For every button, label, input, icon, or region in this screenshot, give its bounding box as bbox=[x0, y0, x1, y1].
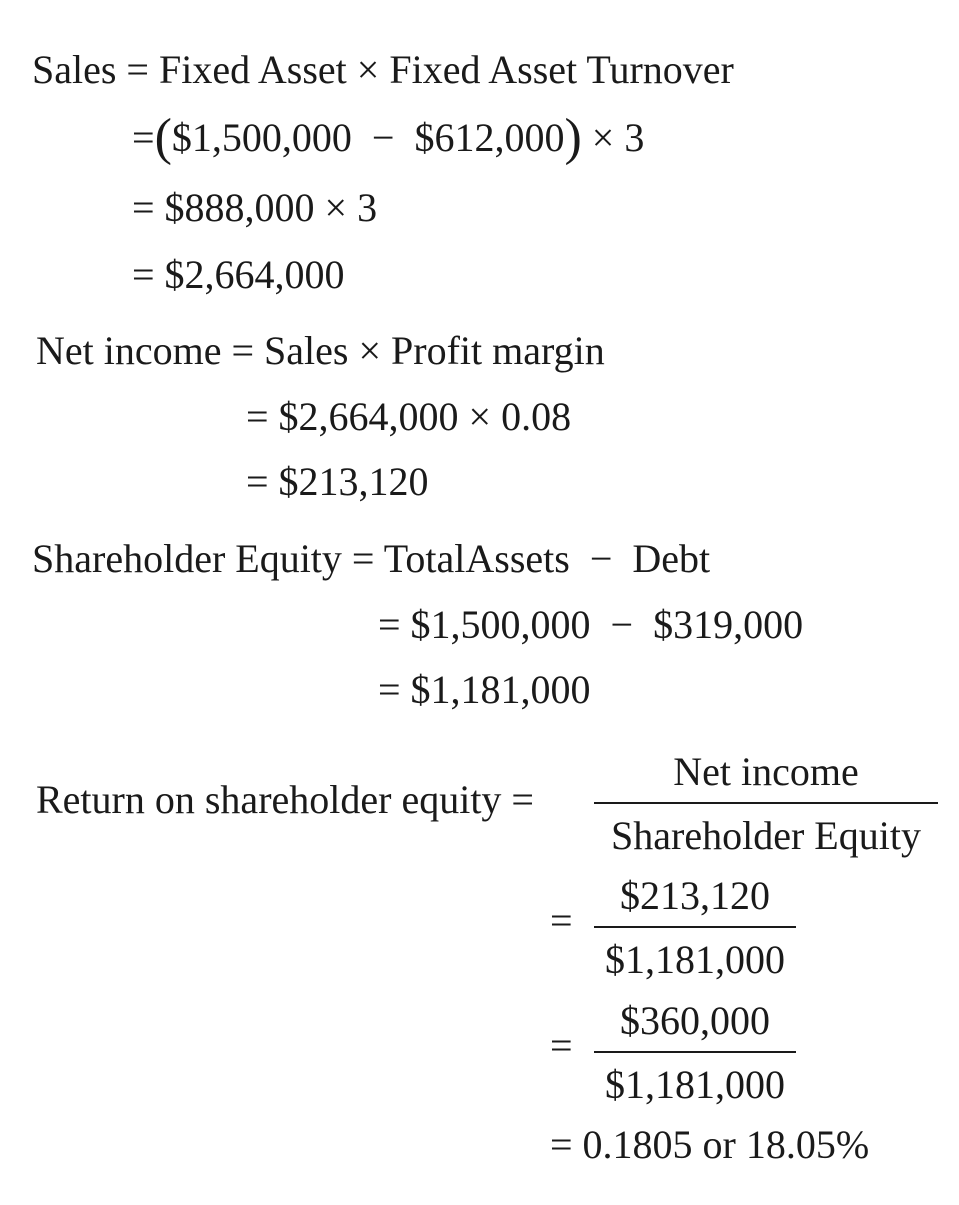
sales-step-1-expression: $1,500,000 − $612,000 bbox=[171, 115, 565, 160]
fraction-denominator: $1,181,000 bbox=[605, 937, 785, 982]
roe-label: Return on shareholder equity = bbox=[36, 777, 534, 822]
equals-sign: = bbox=[550, 1023, 573, 1068]
roe-fraction-3 bbox=[594, 997, 796, 1109]
sales-result: = $2,664,000 bbox=[132, 252, 345, 297]
fraction-numerator: $213,120 bbox=[620, 873, 770, 918]
fraction-numerator: $360,000 bbox=[620, 998, 770, 1043]
close-paren: ) bbox=[564, 109, 582, 166]
net-income-result: = $213,120 bbox=[246, 459, 429, 504]
sales-step-2: = $888,000 × 3 bbox=[132, 185, 378, 230]
sales-step-1-multiplier: × 3 bbox=[581, 115, 645, 160]
roe-result: = 0.1805 or 18.05% bbox=[550, 1122, 870, 1167]
equals-sign: = bbox=[132, 115, 155, 160]
fraction-numerator: Net income bbox=[673, 749, 859, 794]
equals-sign: = bbox=[550, 898, 573, 943]
sales-formula: Sales = Fixed Asset × Fixed Asset Turnover bbox=[32, 47, 734, 92]
equity-step-1: = $1,500,000 − $319,000 bbox=[378, 602, 804, 647]
roe-fraction-1 bbox=[594, 748, 938, 860]
sales-step-1 bbox=[132, 109, 645, 166]
fraction-denominator: $1,181,000 bbox=[605, 1062, 785, 1107]
equity-result: = $1,181,000 bbox=[378, 667, 591, 712]
net-income-formula: Net income = Sales × Profit margin bbox=[36, 328, 605, 373]
net-income-step-1: = $2,664,000 × 0.08 bbox=[246, 394, 572, 439]
fraction-denominator: Shareholder Equity bbox=[611, 813, 921, 858]
equity-formula: Shareholder Equity = TotalAssets − Debt bbox=[32, 536, 711, 581]
open-paren: ( bbox=[154, 109, 172, 166]
roe-fraction-2 bbox=[594, 872, 796, 984]
